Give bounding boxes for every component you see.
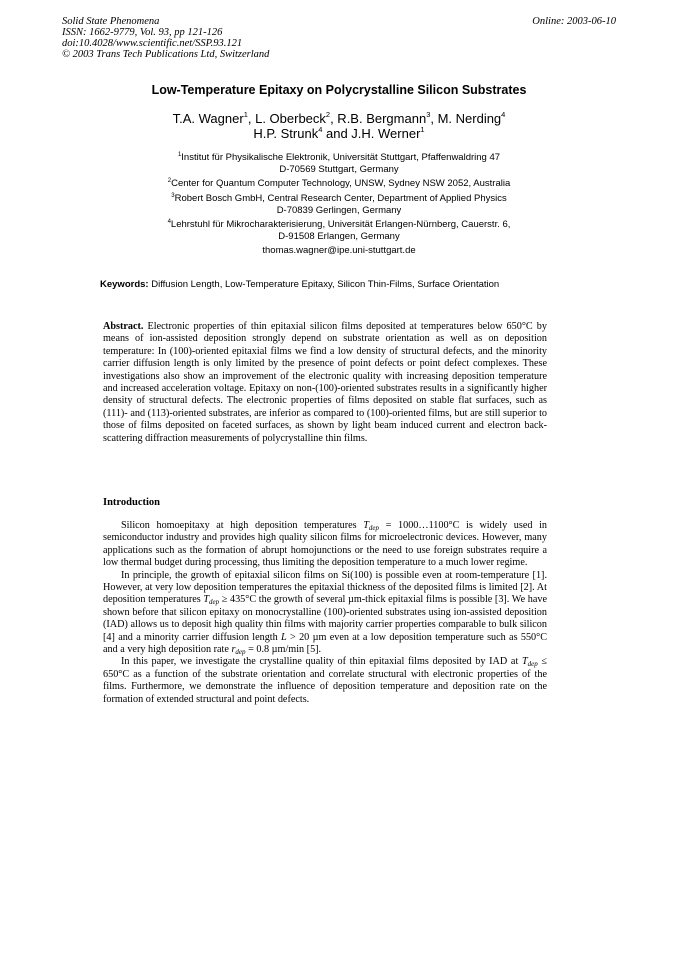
affil-line: Lehrstuhl für Mikrocharakterisierung, Universität Erlangen-Nürnberg, Cauerstr. 6, — [170, 219, 511, 231]
author-affil-marker: 2 — [325, 110, 331, 119]
subscript: dep — [235, 648, 246, 657]
symbol: T — [363, 520, 369, 531]
affiliation-4 — [0, 219, 678, 243]
math-symbol — [231, 644, 245, 655]
author-affil-marker: 1 — [243, 110, 248, 119]
author-line-1 — [0, 111, 678, 126]
author-name: , L. Oberbeck — [247, 111, 326, 126]
contact-email[interactable]: thomas.wagner@ipe.uni-stuttgart.de — [262, 245, 416, 257]
keywords-label: Keywords: — [100, 279, 149, 290]
paragraph — [103, 570, 547, 657]
author-line-2 — [0, 126, 678, 141]
text-run: In this paper, we investigate the crystalline quality of thin epitaxial films deposited by IAD at — [121, 656, 522, 668]
author-name: and J.H. Werner — [322, 126, 421, 141]
author-affil-marker: 1 — [420, 125, 425, 134]
text-run: = 0.8 µm/min [5]. — [245, 644, 322, 656]
affiliation-3 — [0, 193, 678, 217]
affil-line: Center for Quantum Computer Technology, UNSW, Sydney NSW 2052, Australia — [171, 178, 511, 190]
paragraph — [103, 520, 547, 570]
journal-header — [62, 16, 269, 60]
text-run: ≥ 435°C the growth of several µm-thick epitaxial films is possible [3]. We have shown before that silicon epitaxy on monocrystalline (100)-oriented substrates using ion-assisted deposition (IAD) allows us to deposit high quality thin films with majority carrier properties comparable to bulk silicon [4] and a minority carrier diffusion length — [103, 594, 548, 643]
author-name: H.P. Strunk — [253, 126, 319, 141]
affil-line: Robert Bosch GmbH, Central Research Center, Department of Applied Physics — [174, 192, 507, 204]
author-affil-marker: 4 — [501, 110, 506, 119]
symbol: T — [203, 594, 210, 606]
section-heading: Introduction — [103, 497, 160, 508]
author-name: T.A. Wagner — [172, 111, 244, 126]
affil-line: Institut für Physikalische Elektronik, Universität Stuttgart, Pfaffenwaldring 47 — [181, 152, 501, 163]
issn-line: ISSN: 1662-9779, Vol. 93, pp 121-126 — [62, 27, 223, 38]
online-date: Online: 2003-06-10 — [532, 16, 616, 27]
text-run: In principle, the growth of epitaxial silicon films on Si(100) is possible even at room-temperature [1]. However, at very low deposition temperatures the epitaxial thickness of the deposited films is limited [2]. At deposition temperatures — [103, 569, 547, 606]
text-run: ≤ 650°C as a function of the substrate orientation and correlate structural with electronic properties of the films. Furthermore, we demonstrate the influence of deposition temperature and deposition rate on the formation of extended structural and point defects. — [103, 656, 547, 705]
keywords — [100, 279, 499, 290]
subscript: dep — [209, 598, 220, 607]
affil-marker: 2 — [167, 178, 172, 185]
abstract — [103, 321, 547, 445]
introduction-body — [103, 520, 547, 706]
affiliation-2 — [0, 178, 678, 190]
copyright-line: © 2003 Trans Tech Publications Ltd, Switzerland — [62, 49, 270, 60]
symbol: r — [231, 644, 236, 656]
affiliations — [0, 152, 678, 258]
abstract-text: Electronic properties of thin epitaxial silicon films deposited at temperatures below 650°C by means of ion-assisted deposition strongly depend on substrate orientation as well as on deposition temperature: In (100)-oriented epitaxial films we find a low density of structural defects, and the minority carrier diffusion length is only limited by the presence of point defects or point defect complexes. These investigations also show an improvement of the electronic quality with increasing deposition temperature and increased acceleration voltage. Epitaxy on non-(100)-oriented substrates results in a significantly higher density of structural defects. The electronic properties of films deposited on stable flat surfaces, such as (111)- and (113)-oriented substrates, are inferior as compared to (100)-oriented films, but are still superior to those of films deposited on faceted surfaces, as shown by light beam induced current and electron back-scattering diffraction measurements of polycrystalline thin films. — [103, 321, 547, 444]
text-run: = 1000…1100°C is widely used in semiconductor industry and provides high quality silicon films for microelectronic devices. However, many applications such as the formation of abrupt homojunctions or the need to use foreign substrates require a low thermal budget during processing, thus limiting the deposition temperature to a much lower regime. — [103, 520, 547, 569]
affil-marker: 1 — [177, 152, 182, 158]
doi-line[interactable]: doi:10.4028/www.scientific.net/SSP.93.121 — [62, 38, 243, 49]
math-symbol — [522, 656, 538, 667]
text-run: Silicon homoepitaxy at high deposition temperatures — [121, 520, 364, 531]
affil-line: D-91508 Erlangen, Germany — [278, 231, 400, 243]
math-symbol — [363, 520, 379, 531]
keywords-text: Diffusion Length, Low-Temperature Epitaxy, Silicon Thin-Films, Surface Orientation — [148, 279, 500, 290]
journal-name: Solid State Phenomena — [62, 16, 160, 27]
math-symbol: L — [281, 631, 287, 643]
author-affil-marker: 4 — [318, 125, 323, 134]
author-name: , R.B. Bergmann — [330, 111, 427, 126]
subscript: dep — [368, 524, 380, 532]
affil-line: D-70839 Gerlingen, Germany — [276, 204, 402, 216]
affil-marker: 3 — [171, 192, 175, 199]
symbol: T — [521, 656, 528, 668]
subscript: dep — [527, 660, 538, 669]
author-affil-marker: 3 — [426, 110, 431, 119]
abstract-label: Abstract. — [103, 321, 144, 332]
author-name: , M. Nerding — [430, 111, 502, 126]
affil-marker: 4 — [167, 219, 171, 226]
paper-title: Low-Temperature Epitaxy on Polycrystalline Silicon Substrates — [151, 83, 527, 97]
affiliation-1 — [0, 152, 678, 176]
paragraph — [103, 656, 547, 706]
math-symbol — [203, 594, 219, 605]
affil-line: D-70569 Stuttgart, Germany — [279, 164, 399, 176]
text-run: > 20 µm even at a low deposition temperature such as 550°C and a very high deposition rate — [103, 631, 548, 656]
author-list — [0, 111, 678, 141]
